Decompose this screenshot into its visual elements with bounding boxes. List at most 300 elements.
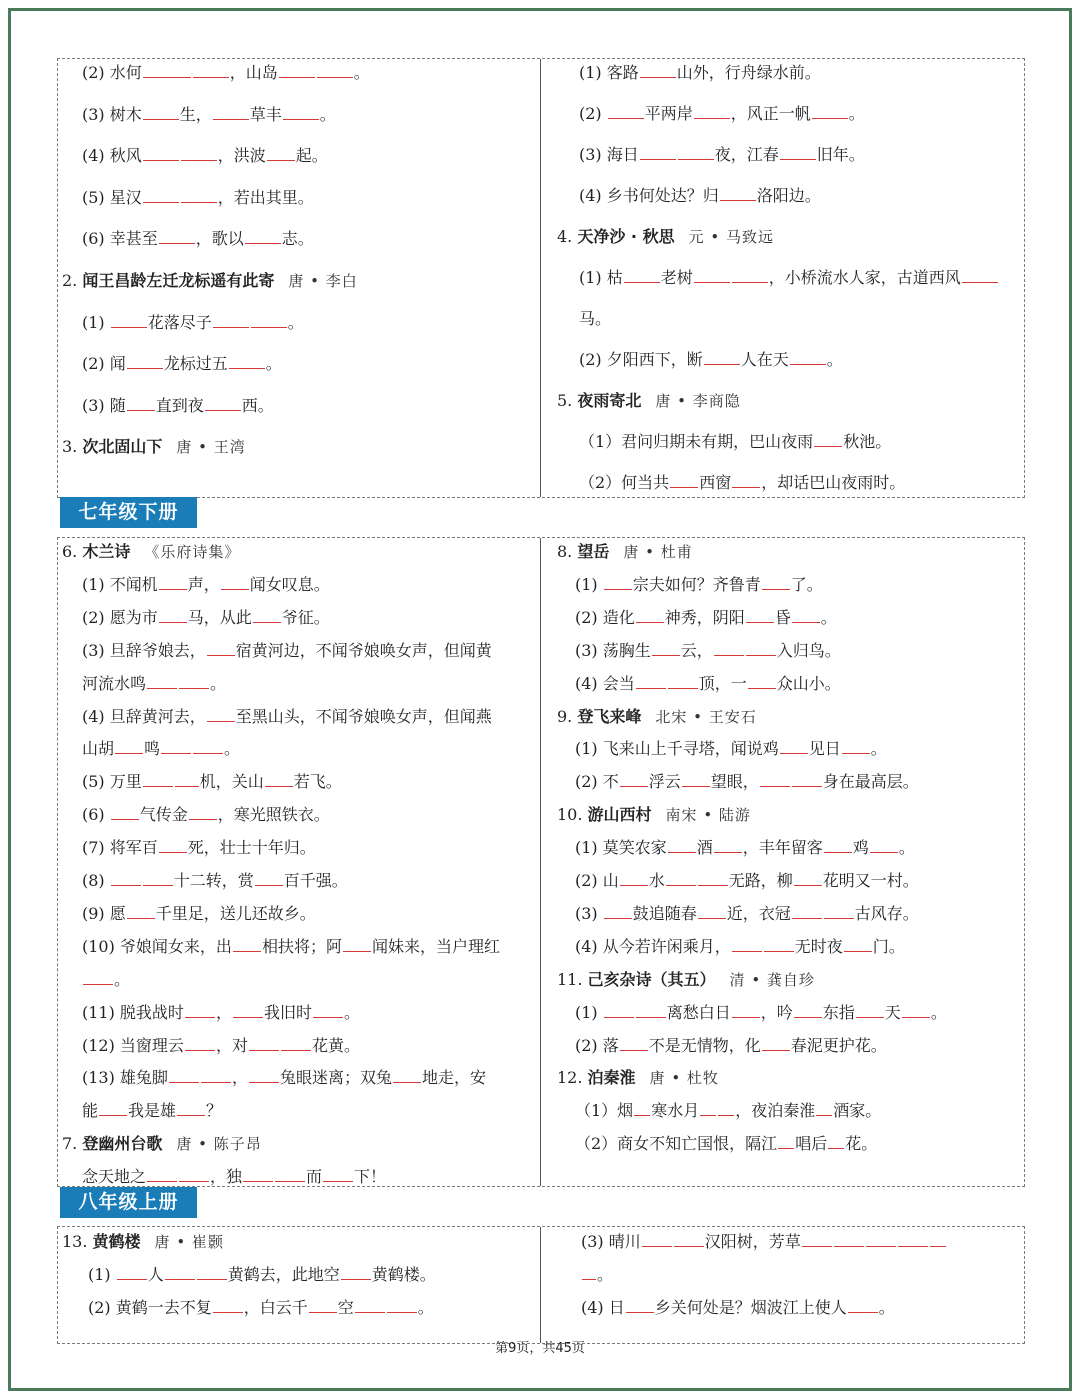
question-text: 起。	[295, 146, 328, 166]
question-text: 地走，安	[421, 1068, 486, 1088]
question-text: 近，衣冠	[726, 903, 791, 923]
question-text: 西窗	[699, 473, 732, 492]
answer-blank	[193, 63, 229, 78]
question-text: 。	[353, 63, 370, 82]
question-line	[82, 396, 274, 416]
question-line	[579, 473, 905, 493]
question-text: 龙标过五	[163, 354, 228, 374]
question-text: 马。	[579, 309, 612, 328]
question-text: 。	[265, 354, 282, 374]
answer-blank	[143, 772, 173, 787]
question-text: 我旧时	[263, 1002, 312, 1022]
answer-blank	[323, 1167, 353, 1182]
question-text: 。	[319, 104, 336, 124]
poem-title-line	[557, 227, 774, 247]
answer-blank	[640, 63, 676, 78]
answer-blank	[764, 937, 794, 952]
question-text: (2) 夕阳西下，断	[579, 350, 703, 369]
question-text: 乡关何处是？烟波江上使人	[654, 1298, 847, 1317]
answer-blank	[117, 1265, 147, 1280]
poem-number: 8.	[557, 542, 578, 561]
question-continuation	[82, 674, 226, 694]
answer-blank	[732, 1003, 760, 1018]
question-line	[579, 145, 865, 165]
answer-blank	[245, 229, 281, 244]
question-text: ，寒光照铁衣。	[217, 805, 330, 825]
question-line	[579, 268, 999, 288]
section-header-grade8-upper: 八年级上册	[60, 1187, 197, 1218]
question-line	[575, 772, 919, 792]
poem-number: 11.	[557, 969, 588, 989]
answer-blank	[341, 1265, 371, 1280]
question-text: (6) 幸甚至	[82, 229, 158, 249]
poem-title-line	[557, 1068, 719, 1088]
question-text: 百千强。	[283, 871, 348, 890]
question-text: 春泥更护花。	[790, 1035, 887, 1055]
answer-blank	[143, 63, 191, 78]
answer-blank	[824, 838, 852, 853]
question-text: 空	[337, 1298, 354, 1317]
answer-blank	[161, 739, 191, 754]
answer-blank	[265, 772, 293, 787]
question-text: (2) 造化	[575, 607, 635, 627]
answer-blank	[197, 1265, 227, 1280]
answer-blank	[387, 1298, 417, 1313]
question-text: ，对	[215, 1035, 248, 1055]
answer-blank	[255, 871, 283, 886]
answer-blank	[778, 1134, 794, 1149]
question-line	[575, 1003, 947, 1023]
question-text: 能	[82, 1101, 99, 1121]
question-text: 山胡	[82, 739, 115, 759]
question-text: 生，	[179, 104, 212, 124]
answer-blank	[309, 1298, 337, 1313]
answer-blank	[355, 1298, 385, 1313]
answer-blank	[870, 838, 898, 853]
answer-blank	[159, 229, 195, 244]
question-line	[82, 641, 492, 661]
question-text: (3) 晴川	[581, 1232, 641, 1251]
answer-blank	[856, 1003, 884, 1018]
question-text: 。	[826, 350, 843, 369]
poem-number: 9.	[557, 706, 578, 726]
question-continuation	[82, 739, 240, 759]
answer-blank	[207, 707, 235, 722]
question-text: ，小桥流水人家，古道西风	[768, 268, 961, 287]
answer-blank	[620, 871, 648, 886]
question-line	[575, 1101, 881, 1121]
question-line	[82, 63, 370, 83]
answer-blank	[147, 674, 177, 689]
answer-blank	[147, 1167, 177, 1182]
box-grade8-upper	[57, 1226, 1025, 1344]
answer-blank	[213, 105, 249, 120]
answer-blank	[634, 1101, 650, 1116]
answer-blank	[746, 641, 776, 656]
question-text: 寒水月	[651, 1101, 700, 1121]
answer-blank	[179, 1167, 209, 1182]
poem-author: 《乐府诗集》	[144, 543, 241, 561]
answer-blank	[842, 739, 870, 754]
question-continuation	[579, 309, 611, 329]
question-text: 旧年。	[816, 145, 865, 164]
question-text: ？	[206, 1101, 223, 1121]
question-text: 无路，柳	[728, 871, 793, 890]
question-line	[82, 1003, 360, 1023]
answer-blank	[668, 838, 696, 853]
answer-blank	[790, 350, 826, 365]
question-text: 。	[597, 1265, 614, 1284]
question-text: 花明又一村。	[822, 871, 919, 890]
question-line	[82, 608, 330, 628]
answer-blank	[794, 1003, 822, 1018]
poem-title: 泊秦淮	[587, 1068, 636, 1088]
question-text: (2) 黄鹤一去不复	[88, 1298, 212, 1317]
question-text: (6)	[82, 805, 110, 825]
question-text: 花黄。	[311, 1035, 360, 1055]
poem-title-line	[557, 805, 751, 825]
question-text: (11) 脱我战时	[82, 1002, 184, 1022]
answer-blank	[746, 608, 774, 623]
answer-blank	[666, 871, 696, 886]
question-text: 平两岸	[644, 104, 693, 123]
answer-blank	[640, 145, 676, 160]
question-line	[82, 354, 282, 374]
question-text: ，山岛	[229, 63, 278, 82]
question-text: 昏	[774, 607, 791, 627]
question-text: (2)	[579, 104, 607, 123]
answer-blank	[732, 268, 768, 283]
answer-blank	[189, 805, 217, 820]
answer-blank	[249, 1036, 279, 1051]
answer-blank	[760, 772, 790, 787]
answer-blank	[762, 1036, 790, 1051]
answer-blank	[668, 674, 698, 689]
box-grade7-lower	[57, 537, 1025, 1187]
answer-blank	[674, 1232, 704, 1247]
question-text: (13) 雄兔脚	[82, 1068, 168, 1088]
question-text: 鸡	[852, 838, 869, 858]
question-text: 酒家。	[833, 1101, 882, 1121]
question-line	[82, 229, 314, 249]
question-line	[575, 608, 837, 628]
question-line	[575, 674, 841, 694]
question-text: (1)	[88, 1265, 116, 1284]
question-line	[575, 1036, 887, 1056]
answer-blank	[317, 63, 353, 78]
question-text: (4) 乡书何处达？归	[579, 186, 719, 205]
answer-blank	[313, 1003, 343, 1018]
answer-blank	[159, 608, 187, 623]
answer-blank	[848, 1298, 878, 1313]
answer-blank	[626, 1298, 654, 1313]
question-text: 门。	[872, 936, 905, 956]
answer-blank	[694, 268, 730, 283]
answer-blank	[143, 105, 179, 120]
answer-blank	[898, 1232, 928, 1247]
answer-blank	[343, 937, 371, 952]
answer-blank	[115, 739, 143, 754]
question-text: (1) 飞来山上千寻塔，闻说鸡	[575, 739, 779, 759]
answer-blank	[714, 838, 742, 853]
answer-blank	[620, 772, 648, 787]
poem-author: 清 • 龚自珍	[729, 970, 815, 989]
question-text: 念天地之	[82, 1167, 147, 1187]
question-line	[579, 432, 891, 452]
answer-blank	[698, 871, 728, 886]
question-line	[575, 838, 915, 858]
poem-number: 13.	[62, 1232, 93, 1251]
answer-blank	[792, 772, 822, 787]
question-line	[581, 1232, 947, 1252]
question-line	[575, 1134, 877, 1154]
answer-blank	[181, 188, 217, 203]
poem-title-line	[557, 391, 741, 411]
answer-blank	[816, 1101, 832, 1116]
question-text: 秋池。	[843, 432, 892, 451]
question-line	[575, 871, 919, 891]
poem-title: 黄鹤楼	[92, 1232, 141, 1251]
answer-blank	[213, 1298, 243, 1313]
answer-blank	[185, 1036, 215, 1051]
question-line	[88, 1265, 436, 1285]
question-text: 。	[287, 312, 304, 332]
question-text: ，白云千	[243, 1298, 308, 1317]
answer-blank	[732, 937, 762, 952]
question-text: (3) 随	[82, 395, 126, 415]
question-line	[88, 1298, 434, 1318]
question-continuation	[82, 970, 130, 990]
answer-blank	[249, 1068, 279, 1083]
question-line	[575, 641, 841, 661]
question-text: （2）商女不知亡国恨，隔江	[575, 1134, 778, 1154]
poem-title-line	[62, 1134, 262, 1154]
answer-blank	[636, 1003, 666, 1018]
question-text: ，独	[210, 1167, 243, 1187]
poem-title: 望岳	[577, 542, 610, 561]
question-text: 十二转，赏	[173, 871, 254, 890]
question-line	[579, 104, 865, 124]
question-text: 声，	[187, 574, 220, 594]
poem-number: 12.	[557, 1068, 588, 1088]
question-text: (3)	[575, 903, 603, 923]
question-text: 唱后	[795, 1134, 828, 1154]
answer-blank	[111, 313, 147, 328]
question-line	[82, 838, 316, 858]
question-text: 。	[210, 673, 227, 693]
question-text: (3) 海日	[579, 145, 639, 164]
question-text: 了。	[790, 574, 823, 594]
answer-blank	[99, 1101, 127, 1116]
question-text: (4) 旦辞黄河去，	[82, 706, 206, 726]
poem-title: 己亥杂诗（其五）	[587, 969, 716, 989]
question-text: 老树	[660, 268, 693, 287]
answer-blank	[962, 268, 998, 283]
answer-blank	[792, 608, 820, 623]
question-text: （1）烟	[575, 1101, 634, 1121]
question-text: 下！	[354, 1167, 387, 1187]
question-text: 。	[417, 1298, 434, 1317]
poem-title-line	[62, 542, 240, 562]
question-text: 河流水鸣	[82, 673, 147, 693]
section-header-grade7-lower: 七年级下册	[60, 497, 197, 528]
question-text: 见日	[808, 739, 841, 759]
question-text: (1) 莫笑农家	[575, 838, 667, 858]
poem-author: 元 • 马致远	[688, 228, 774, 246]
poem-number: 4.	[557, 227, 578, 246]
poem-author: 唐 • 陈子昂	[176, 1135, 262, 1154]
question-text: 洛阳边。	[756, 186, 821, 205]
answer-blank	[802, 1232, 832, 1247]
answer-blank	[253, 608, 281, 623]
question-line	[575, 739, 887, 759]
answer-blank	[251, 313, 287, 328]
question-line	[82, 707, 492, 727]
answer-blank	[207, 641, 235, 656]
poem-title: 闻王昌龄左迁龙标遥有此寄	[82, 271, 275, 290]
answer-blank	[127, 904, 155, 919]
answer-blank	[159, 575, 187, 590]
poem-author: 北宋 • 王安石	[655, 707, 757, 726]
question-text: (8)	[82, 871, 110, 890]
question-text: 夜，江春	[714, 145, 779, 164]
question-text: 兔眼迷离；双兔	[279, 1068, 392, 1088]
poem-title: 登飞来峰	[577, 706, 642, 726]
question-text: (2) 水何	[82, 63, 142, 82]
question-text: 草丰	[249, 104, 282, 124]
answer-blank	[720, 186, 756, 201]
answer-blank	[205, 396, 241, 411]
poem-title: 游山西村	[587, 805, 652, 825]
answer-blank	[279, 63, 315, 78]
question-text: 身在最高层。	[822, 772, 919, 792]
answer-blank	[624, 268, 660, 283]
answer-blank	[794, 871, 822, 886]
question-line	[82, 772, 342, 792]
right-column	[540, 1227, 1025, 1343]
poem-number: 7.	[62, 1134, 83, 1154]
answer-blank	[275, 1167, 305, 1182]
question-text: (4) 会当	[575, 673, 635, 693]
question-text: ，丰年留客	[742, 838, 823, 858]
box-grade7-upper-continued	[57, 58, 1025, 498]
question-text: 酒	[696, 838, 713, 858]
answer-blank	[243, 1167, 273, 1182]
poem-number: 10.	[557, 805, 588, 825]
question-line	[579, 186, 821, 206]
question-text: (4) 从今若许闲乘月，	[575, 936, 731, 956]
question-line	[82, 904, 316, 924]
question-text: 山外，行舟绿水前。	[676, 63, 821, 82]
answer-blank	[159, 838, 187, 853]
answer-blank	[642, 1232, 672, 1247]
question-text: ，夜泊秦淮	[735, 1101, 816, 1121]
question-text: ，洪波	[217, 146, 266, 166]
answer-blank	[604, 575, 632, 590]
question-text: (2) 山	[575, 871, 619, 890]
answer-blank	[213, 313, 249, 328]
question-text: 云，	[680, 640, 713, 660]
answer-blank	[127, 396, 155, 411]
question-text: 宗夫如何？齐鲁青	[632, 574, 761, 594]
question-text: 。	[820, 607, 837, 627]
answer-blank	[201, 1068, 231, 1083]
right-column	[540, 59, 1025, 497]
question-text: (9) 愿	[82, 903, 126, 923]
answer-blank	[866, 1232, 896, 1247]
answer-blank	[828, 1134, 844, 1149]
question-text: ，若出其里。	[217, 187, 314, 207]
right-column	[540, 538, 1025, 1186]
question-text: (1)	[575, 1002, 603, 1022]
question-text: 。	[114, 969, 131, 989]
question-line	[579, 350, 843, 370]
poem-author: 唐 • 崔颢	[154, 1233, 224, 1251]
question-text: (3) 旦辞爷娘去，	[82, 640, 206, 660]
answer-blank	[233, 937, 261, 952]
question-text: 西。	[241, 395, 274, 415]
answer-blank	[780, 739, 808, 754]
answer-blank	[229, 354, 265, 369]
answer-blank	[670, 473, 698, 488]
answer-blank	[824, 904, 854, 919]
question-text: 古风存。	[854, 903, 919, 923]
question-text: 闻女叹息。	[249, 574, 330, 594]
question-line	[82, 1036, 360, 1056]
question-text: 千里足，送儿还故乡。	[155, 903, 316, 923]
question-text: (4) 日	[581, 1298, 625, 1317]
question-text: (12) 当窗理云	[82, 1035, 184, 1055]
poem-author: 唐 • 杜甫	[623, 543, 693, 561]
question-text: (5) 星汉	[82, 187, 142, 207]
question-text: (5) 万里	[82, 772, 142, 792]
question-text: 入归鸟。	[776, 640, 841, 660]
answer-blank	[393, 1068, 421, 1083]
poem-author: 南宋 • 陆游	[665, 806, 751, 825]
question-text: 人在天	[740, 350, 789, 369]
answer-blank	[652, 641, 680, 656]
answer-blank	[608, 104, 644, 119]
question-text: 顶，一	[698, 673, 747, 693]
question-text: 我是雄	[128, 1101, 177, 1121]
question-text: 而	[306, 1167, 323, 1187]
answer-blank	[177, 1101, 205, 1116]
question-text: 。	[224, 739, 241, 759]
answer-blank	[812, 104, 848, 119]
question-text: 天	[884, 1002, 901, 1022]
question-line	[82, 575, 330, 595]
answer-blank	[698, 904, 726, 919]
answer-blank	[179, 674, 209, 689]
answer-blank	[792, 904, 822, 919]
question-text: 离愁白日	[666, 1002, 731, 1022]
answer-blank	[748, 674, 776, 689]
answer-blank	[704, 350, 740, 365]
question-text: 爷征。	[281, 607, 330, 627]
question-text: 。	[848, 104, 865, 123]
question-text: (2) 不	[575, 772, 619, 792]
answer-blank	[636, 608, 664, 623]
question-text: 望眼，	[710, 772, 759, 792]
answer-blank	[143, 188, 179, 203]
poem-title: 登幽州台歌	[82, 1134, 163, 1154]
answer-blank	[193, 739, 223, 754]
question-text: (1)	[575, 574, 603, 594]
question-text: 黄鹤楼。	[371, 1265, 436, 1284]
question-text: 相扶将；阿	[261, 936, 342, 956]
question-text: 人	[147, 1265, 164, 1284]
question-text: 无时夜	[794, 936, 843, 956]
